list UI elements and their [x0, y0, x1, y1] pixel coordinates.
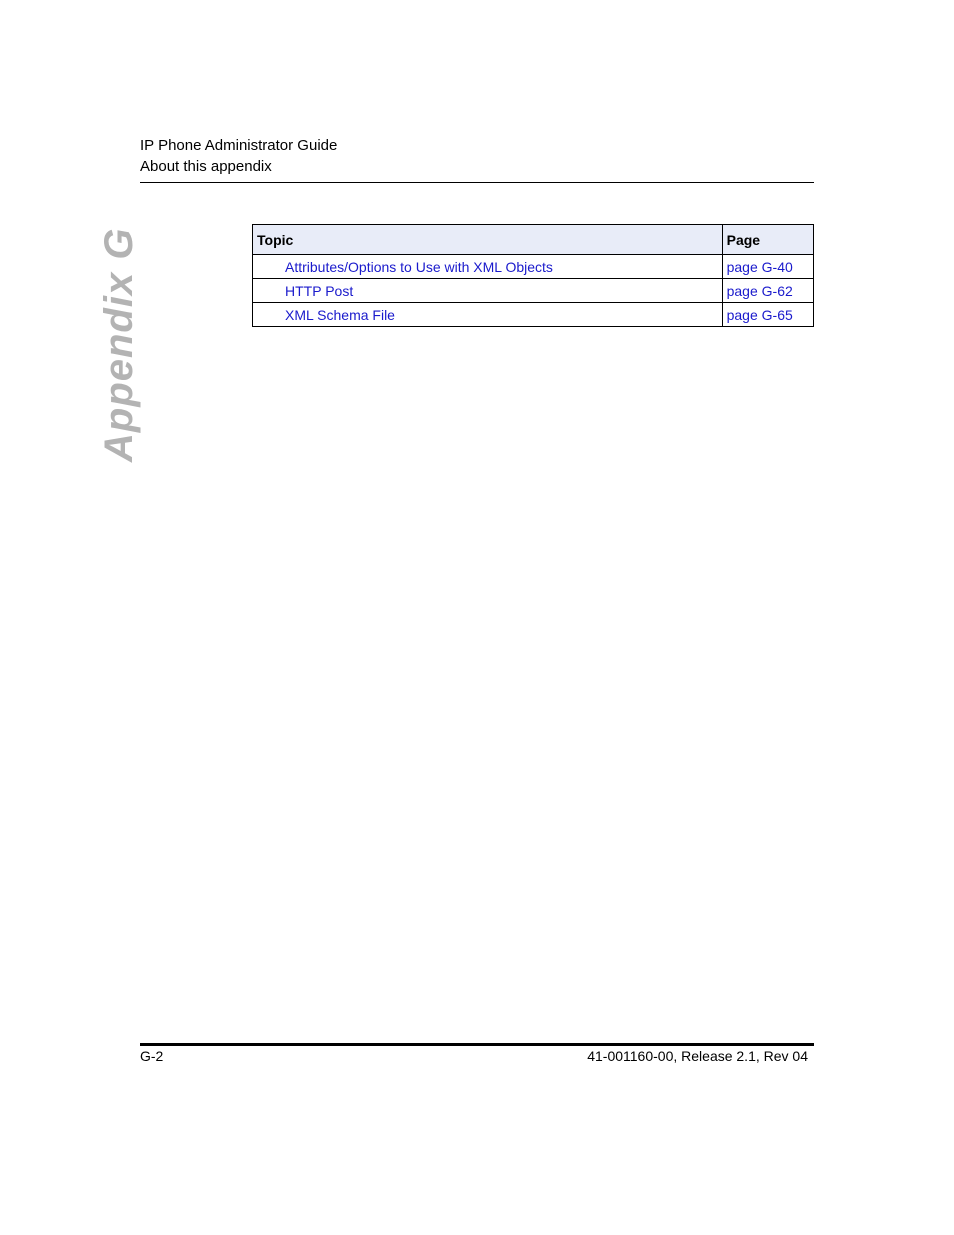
topic-cell	[253, 255, 723, 279]
page-link-g62[interactable]: page G-62	[726, 282, 793, 299]
page-header	[140, 135, 814, 177]
document-title: IP Phone Administrator Guide	[140, 137, 338, 154]
header-divider	[140, 182, 814, 183]
table-row	[253, 303, 814, 327]
section-title: About this appendix	[140, 158, 272, 175]
table-header-row	[253, 225, 814, 255]
topics-table	[252, 224, 814, 327]
page-column-header: Page	[722, 225, 813, 255]
topic-link-xml-schema-file[interactable]: XML Schema File	[285, 306, 395, 323]
appendix-side-label: Appendix G	[97, 227, 141, 462]
page-link-g65[interactable]: page G-65	[726, 306, 793, 323]
topic-link-http-post[interactable]: HTTP Post	[285, 282, 354, 299]
footer-document-id: 41-001160-00, Release 2.1, Rev 04	[587, 1048, 808, 1064]
page-cell	[722, 303, 813, 327]
table-row	[253, 255, 814, 279]
page-cell	[722, 255, 813, 279]
footer-page-number: G-2	[140, 1048, 164, 1064]
table-row	[253, 279, 814, 303]
topic-link-attributes-options[interactable]: Attributes/Options to Use with XML Objects	[285, 258, 553, 275]
page-link-g40[interactable]: page G-40	[726, 258, 793, 275]
topic-cell	[253, 279, 723, 303]
topic-cell	[253, 303, 723, 327]
footer-divider	[140, 1043, 814, 1046]
topic-column-header: Topic	[253, 225, 723, 255]
page-cell	[722, 279, 813, 303]
